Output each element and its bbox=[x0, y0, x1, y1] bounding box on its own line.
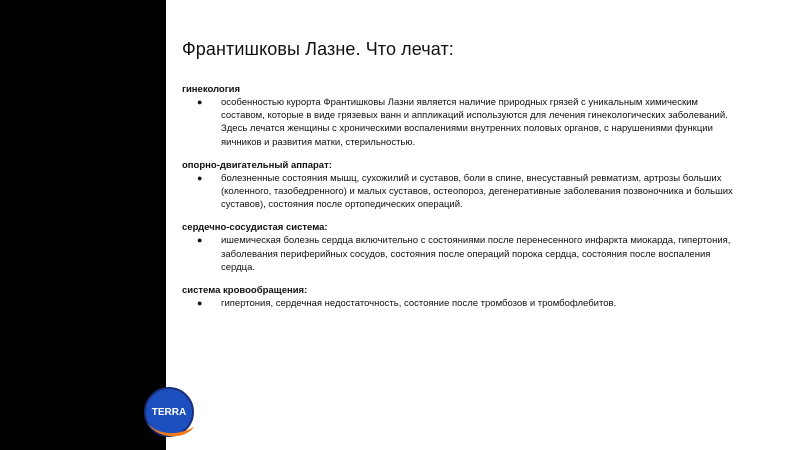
bullet-dot: ● bbox=[197, 97, 203, 107]
bullet-item bbox=[182, 172, 742, 212]
section-cardiovascular bbox=[182, 221, 742, 274]
bullet-text: ишемическая болезнь сердца включительно с состояниями после перенесенного инфаркта миокарда, гипертония, заболевания периферийных сосудов, состояния после операций порока сердца, состояния после воспаления сердца. bbox=[221, 235, 731, 273]
slide-title: Франтишковы Лазне. Что лечат: bbox=[182, 39, 454, 59]
terra-logo bbox=[139, 382, 203, 446]
bullet-dot: ● bbox=[197, 235, 203, 246]
section-heading: гинекология bbox=[182, 84, 241, 95]
bullet-dot: ● bbox=[197, 298, 203, 309]
section-musculoskeletal bbox=[182, 159, 742, 212]
content-area bbox=[182, 83, 742, 320]
bullet-text: болезненные состояния мышц, сухожилий и суставов, боли в спине, внесуставный ревматизм, артрозы больших (коленного, тазобедренного) и малых суставов, остеопороз, дегенеративные заболевания позвоночника и больших суставов), состояния после ортопедических операций. bbox=[221, 172, 733, 211]
bullet-item bbox=[182, 234, 742, 274]
logo-text: TERRA bbox=[151, 407, 187, 418]
bullet-item bbox=[182, 297, 742, 310]
bullet-item bbox=[182, 96, 742, 149]
bullet-text: гипертония, сердечная недостаточность, состояние после тромбозов и тромбофлебитов. bbox=[221, 298, 617, 310]
section-heading: сердечно-сосудистая система: bbox=[182, 222, 328, 234]
bullet-text: особенностью курорта Франтишковы Лазни является наличие природных грязей с уникальным химическим составом, которые в виде грязевых ванн и аппликаций используются для лечения гинекологических заболеваний. Здесь лечатся женщины с хроническими воспалениями внутренних половых органов, с нарушениями функции яичников и развития матки, стерильностью. bbox=[221, 97, 728, 148]
section-heading: опорно-двигательный аппарат: bbox=[182, 159, 332, 171]
section-circulatory bbox=[182, 284, 742, 310]
section-gynecology bbox=[182, 83, 742, 149]
bullet-dot: ● bbox=[197, 172, 203, 183]
section-heading: система кровообращения: bbox=[182, 285, 308, 297]
